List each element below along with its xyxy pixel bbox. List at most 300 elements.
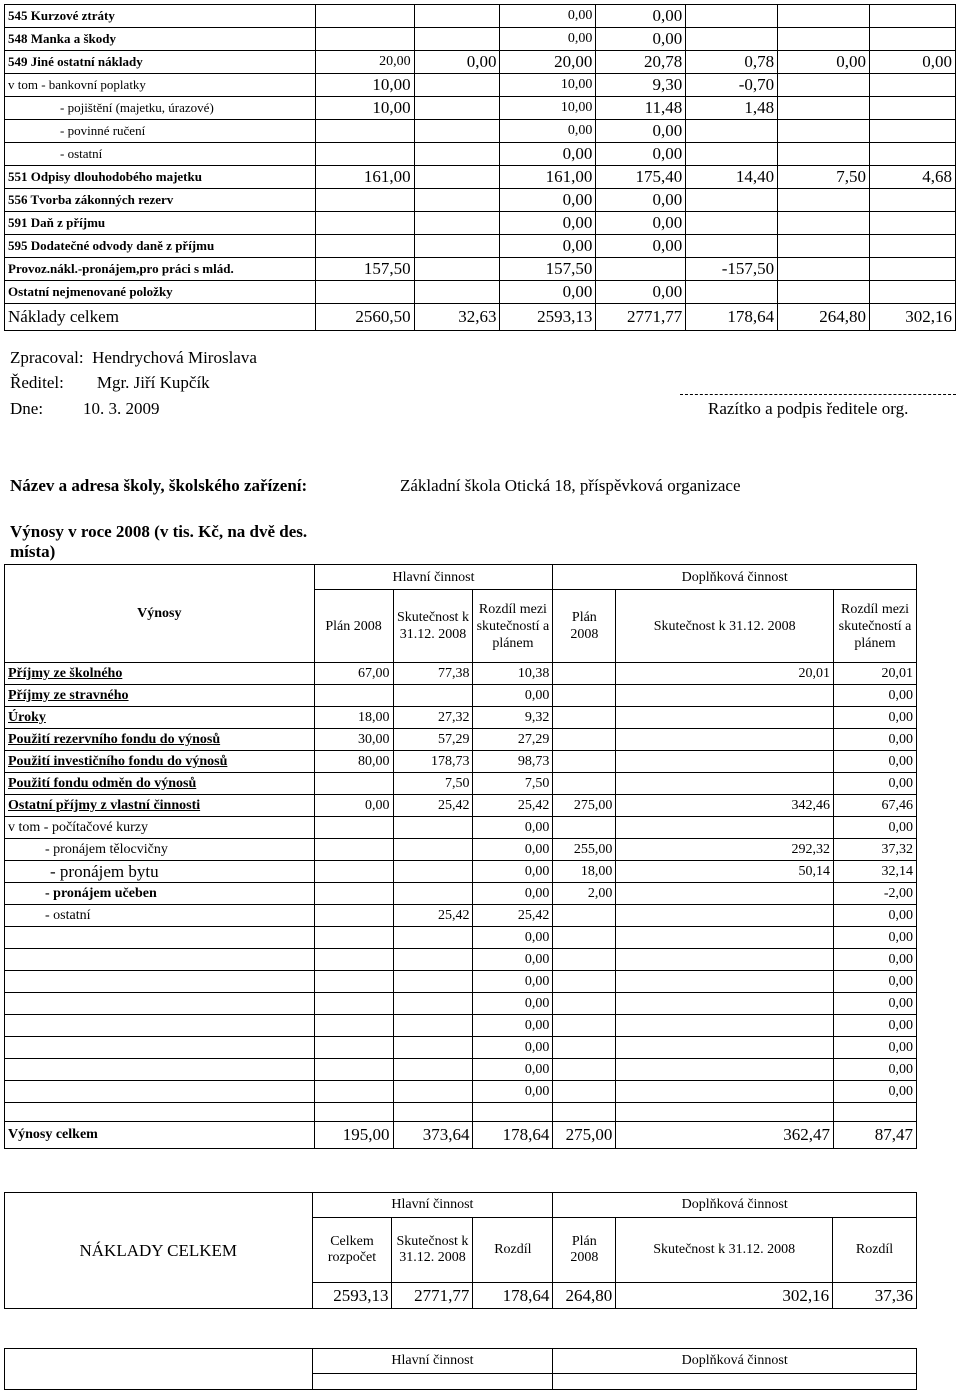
revenue-cell	[616, 751, 834, 773]
revenue-cell	[553, 1015, 616, 1037]
spacer-cell	[553, 1103, 616, 1122]
revenue-header: Výnosy	[5, 565, 315, 663]
revenue-cell	[393, 949, 473, 971]
revenue-cell	[553, 927, 616, 949]
cost-cell	[315, 212, 414, 235]
revenue-cell: 275,00	[553, 795, 616, 817]
cost-cell	[414, 166, 500, 189]
cost-cell: 10,00	[315, 97, 414, 120]
revenue-cell	[553, 905, 616, 927]
revenue-cell: 0,00	[473, 993, 553, 1015]
revenue-cell: 32,14	[834, 861, 917, 883]
revenue-total-cell: 178,64	[473, 1122, 553, 1149]
revenue-cell	[616, 1015, 834, 1037]
cost-summary-value: 264,80	[553, 1283, 616, 1309]
revenue-cell	[314, 949, 393, 971]
revenue-cell: 18,00	[314, 707, 393, 729]
cost-row	[5, 304, 956, 331]
spacer-cell	[314, 1103, 393, 1122]
revenue-total-cell: 362,47	[616, 1122, 834, 1149]
cost-cell	[414, 74, 500, 97]
cost-cell	[315, 189, 414, 212]
revenue-cell: 67,00	[314, 663, 393, 685]
revenue-cell: 292,32	[616, 839, 834, 861]
revenue-cell	[314, 971, 393, 993]
revenue-cell	[616, 1037, 834, 1059]
cost-cell: 0,00	[596, 5, 686, 28]
cost-cell	[686, 212, 778, 235]
revenue-cell	[393, 971, 473, 993]
cost-cell	[870, 189, 956, 212]
revenue-cell	[393, 817, 473, 839]
cost-cell	[870, 5, 956, 28]
revenue-cell	[616, 927, 834, 949]
cost-cell: 32,63	[414, 304, 500, 331]
cost-cell	[778, 281, 870, 304]
cost-cell	[686, 5, 778, 28]
cost-cell	[778, 189, 870, 212]
cost-summary-value: 178,64	[473, 1283, 553, 1309]
revenue-cell	[393, 861, 473, 883]
cost-cell: -157,50	[686, 258, 778, 281]
revenue-cell	[616, 729, 834, 751]
cost-row	[5, 143, 956, 166]
cost-cell: 161,00	[500, 166, 596, 189]
cost-cell: 0,00	[500, 28, 596, 51]
revenue-cell: 30,00	[314, 729, 393, 751]
cost-cell	[414, 235, 500, 258]
cost-cell	[778, 212, 870, 235]
revenue-row-label: Použití rezervního fondu do výnosů	[5, 729, 315, 751]
revenue-cell: 0,00	[834, 817, 917, 839]
cost-row	[5, 120, 956, 143]
revenue-row	[5, 817, 917, 839]
cost-cell: 10,00	[315, 74, 414, 97]
cost-cell	[414, 28, 500, 51]
cost-cell: 0,00	[596, 120, 686, 143]
revenue-cell: 0,00	[834, 1059, 917, 1081]
revenue-cell	[314, 927, 393, 949]
cost-cell: 2593,13	[500, 304, 596, 331]
revenue-cell: 2,00	[553, 883, 616, 905]
revenue-cell	[314, 685, 393, 707]
revenue-row-label	[5, 927, 315, 949]
cost-summary-value: 302,16	[616, 1283, 833, 1309]
revenue-cell: 0,00	[834, 927, 917, 949]
revenue-row	[5, 751, 917, 773]
cost-cell: 7,50	[778, 166, 870, 189]
revenue-cell: 178,73	[393, 751, 473, 773]
cost-cell	[870, 97, 956, 120]
cost-row	[5, 5, 956, 28]
cost-cell	[870, 28, 956, 51]
cost-cell: 178,64	[686, 304, 778, 331]
cost-actual-header: Skutečnost k 31.12. 2008	[392, 1218, 473, 1283]
revenue-row	[5, 773, 917, 795]
revenue-cell	[393, 1015, 473, 1037]
cost-summary-value: 2593,13	[312, 1283, 392, 1309]
diff-header: Rozdíl mezi skutečností a plánem	[473, 590, 553, 663]
revenue-cell	[616, 1059, 834, 1081]
revenue-row	[5, 707, 917, 729]
revenue-cell: 0,00	[834, 971, 917, 993]
signature-line	[680, 394, 956, 395]
revenue-cell	[314, 1015, 393, 1037]
revenue-row-label: Úroky	[5, 707, 315, 729]
revenue-cell: 0,00	[834, 707, 917, 729]
cost-cell	[778, 97, 870, 120]
revenue-cell	[616, 905, 834, 927]
revenue-cell	[553, 729, 616, 751]
cost-cell	[686, 235, 778, 258]
revenue-cell	[616, 817, 834, 839]
cost-row-label: 595 Dodatečné odvody daně z příjmu	[5, 235, 316, 258]
main-activity-header: Hlavní činnost	[314, 565, 553, 590]
cost-row-label: - ostatní	[5, 143, 316, 166]
cost-row-label: - pojištění (majetku, úrazové)	[5, 97, 316, 120]
revenue-row	[5, 949, 917, 971]
revenue-cell: 0,00	[473, 971, 553, 993]
school-name: Základní škola Otická 18, příspěvková organizace	[400, 476, 741, 495]
cost-cell: 0,00	[596, 281, 686, 304]
revenue-cell	[314, 817, 393, 839]
revenue-cell	[553, 707, 616, 729]
revenue-cell: 0,00	[473, 949, 553, 971]
cost-cell	[870, 120, 956, 143]
cost-cell: 157,50	[500, 258, 596, 281]
revenue-cell: 20,01	[616, 663, 834, 685]
plan-header: Plán 2008	[314, 590, 393, 663]
revenue-cell: 25,42	[473, 905, 553, 927]
revenue-row	[5, 883, 917, 905]
revenue-cell	[314, 993, 393, 1015]
revenue-cell: 77,38	[393, 663, 473, 685]
cost-summary-value: 2771,77	[392, 1283, 473, 1309]
cost-cell	[315, 143, 414, 166]
revenue-row-label: Použití fondu odměn do výnosů	[5, 773, 315, 795]
cost-cell: 0,00	[596, 28, 686, 51]
cost-cell: 0,00	[596, 143, 686, 166]
revenue-cell	[616, 971, 834, 993]
revenue-cell	[393, 1037, 473, 1059]
revenue-cell	[314, 1059, 393, 1081]
revenue-cell	[553, 751, 616, 773]
cost-row-label: 549 Jiné ostatní náklady	[5, 51, 316, 74]
last-side-activity: Doplňková činnost	[553, 1349, 917, 1374]
cost-cell	[414, 143, 500, 166]
cost-cell: 0,00	[778, 51, 870, 74]
cost-cell	[686, 28, 778, 51]
cost-cell: 9,30	[596, 74, 686, 97]
revenue-cell: 67,46	[834, 795, 917, 817]
revenue-cell	[616, 773, 834, 795]
revenue-cell	[553, 663, 616, 685]
revenue-row-label: Příjmy ze školného	[5, 663, 315, 685]
cost-row	[5, 28, 956, 51]
revenue-table	[4, 564, 917, 1149]
cost-cell	[414, 97, 500, 120]
cost-cell: 161,00	[315, 166, 414, 189]
revenue-row-label: Použití investičního fondu do výnosů	[5, 751, 315, 773]
revenue-cell: 0,00	[834, 685, 917, 707]
side-diff-header: Rozdíl mezi skutečností a plánem	[834, 590, 917, 663]
cost-cell: 0,00	[500, 235, 596, 258]
revenue-cell: 0,00	[473, 861, 553, 883]
revenue-cell: 50,14	[616, 861, 834, 883]
cost-cell: 10,00	[500, 74, 596, 97]
revenue-cell	[314, 1081, 393, 1103]
revenue-cell: 7,50	[393, 773, 473, 795]
cost-cell	[414, 281, 500, 304]
revenue-row	[5, 993, 917, 1015]
revenue-cell	[393, 1081, 473, 1103]
revenue-cell	[616, 883, 834, 905]
cost-row-label: Ostatní nejmenované položky	[5, 281, 316, 304]
cost-cell	[686, 120, 778, 143]
spacer-cell	[616, 1103, 834, 1122]
cost-summary-table	[4, 1192, 917, 1309]
cost-cell: 302,16	[870, 304, 956, 331]
cost-cell: 20,78	[596, 51, 686, 74]
cost-cell: 2771,77	[596, 304, 686, 331]
cost-row	[5, 189, 956, 212]
revenue-cell: 27,32	[393, 707, 473, 729]
revenue-row	[5, 1037, 917, 1059]
revenue-cell: 0,00	[473, 1081, 553, 1103]
cost-cell	[596, 258, 686, 281]
cost-items-table	[4, 4, 956, 331]
revenue-cell: 0,00	[473, 839, 553, 861]
cost-cell: 14,40	[686, 166, 778, 189]
cost-side-activity: Doplňková činnost	[553, 1193, 917, 1218]
cost-row-label: 556 Tvorba zákonných rezerv	[5, 189, 316, 212]
cost-row	[5, 97, 956, 120]
cost-cell	[870, 143, 956, 166]
revenue-total-label: Výnosy celkem	[5, 1122, 315, 1149]
revenue-cell: 25,42	[393, 795, 473, 817]
cost-cell: 0,00	[500, 281, 596, 304]
cost-row	[5, 258, 956, 281]
revenue-cell	[314, 905, 393, 927]
revenue-cell: 80,00	[314, 751, 393, 773]
revenue-row-label	[5, 1015, 315, 1037]
revenue-cell: 0,00	[473, 685, 553, 707]
revenue-cell	[553, 685, 616, 707]
cost-row	[5, 166, 956, 189]
revenue-cell: 0,00	[834, 751, 917, 773]
cost-cell	[315, 28, 414, 51]
revenue-cell	[393, 1059, 473, 1081]
spacer-cell	[473, 1103, 553, 1122]
revenue-cell	[553, 817, 616, 839]
actual-header: Skutečnost k 31.12. 2008	[393, 590, 473, 663]
cost-cell: 264,80	[778, 304, 870, 331]
cost-cell	[414, 120, 500, 143]
revenue-cell: 0,00	[473, 883, 553, 905]
cost-row	[5, 74, 956, 97]
revenue-row	[5, 1081, 917, 1103]
cost-cell	[414, 258, 500, 281]
revenue-cell	[616, 993, 834, 1015]
revenue-total-row	[5, 1122, 917, 1149]
cost-row-label: 545 Kurzové ztráty	[5, 5, 316, 28]
revenue-row	[5, 795, 917, 817]
revenue-cell: 0,00	[834, 1015, 917, 1037]
cost-cell: 0,00	[414, 51, 500, 74]
revenue-cell: 7,50	[473, 773, 553, 795]
cost-cell	[870, 281, 956, 304]
side-actual-header: Skutečnost k 31.12. 2008	[616, 590, 834, 663]
revenue-cell: 0,00	[473, 1059, 553, 1081]
revenue-cell: 0,00	[473, 1037, 553, 1059]
cost-row-label: 551 Odpisy dlouhodobého majetku	[5, 166, 316, 189]
revenue-cell: 0,00	[314, 795, 393, 817]
cost-cell	[778, 235, 870, 258]
revenue-row-label: - pronájem učeben	[5, 883, 315, 905]
revenue-cell	[616, 707, 834, 729]
date: Dne: 10. 3. 2009	[10, 399, 160, 418]
cost-row-label: Provoz.nákl.-pronájem,pro práci s mlád.	[5, 258, 316, 281]
revenue-spacer-row	[5, 1103, 917, 1122]
cost-cell: 20,00	[315, 51, 414, 74]
cost-cell: 0,00	[500, 5, 596, 28]
revenue-total-cell: 373,64	[393, 1122, 473, 1149]
cost-cell: 20,00	[500, 51, 596, 74]
revenue-cell: 98,73	[473, 751, 553, 773]
revenue-cell	[314, 839, 393, 861]
revenue-cell: 0,00	[834, 773, 917, 795]
revenue-cell	[553, 1059, 616, 1081]
cost-summary-title: NÁKLADY CELKEM	[5, 1193, 313, 1309]
cost-budget-header: Celkem rozpočet	[312, 1218, 392, 1283]
cost-row	[5, 51, 956, 74]
revenue-cell: 25,42	[473, 795, 553, 817]
cost-cell: -0,70	[686, 74, 778, 97]
revenue-row-label: Ostatní příjmy z vlastní činnosti	[5, 795, 315, 817]
side-activity-header: Doplňková činnost	[553, 565, 917, 590]
revenue-cell: 0,00	[834, 729, 917, 751]
revenue-row-label	[5, 993, 315, 1015]
cost-cell: 11,48	[596, 97, 686, 120]
revenue-cell	[393, 993, 473, 1015]
revenue-cell: 0,00	[834, 949, 917, 971]
cost-row-label: 548 Manka a škody	[5, 28, 316, 51]
cost-cell	[315, 120, 414, 143]
prepared-by: Zpracoval: Hendrychová Miroslava	[10, 348, 257, 367]
side-plan-header: Plán 2008	[553, 590, 616, 663]
cost-summary-value: 37,36	[833, 1283, 917, 1309]
cost-cell	[778, 143, 870, 166]
cost-cell	[414, 212, 500, 235]
revenue-row	[5, 663, 917, 685]
revenue-row	[5, 839, 917, 861]
revenue-cell: 10,38	[473, 663, 553, 685]
revenue-cell: 255,00	[553, 839, 616, 861]
revenue-row-label	[5, 949, 315, 971]
revenue-cell: -2,00	[834, 883, 917, 905]
cost-cell: 0,78	[686, 51, 778, 74]
cost-cell	[315, 281, 414, 304]
cost-cell: 175,40	[596, 166, 686, 189]
spacer-cell	[834, 1103, 917, 1122]
cost-row	[5, 235, 956, 258]
cost-cell	[870, 74, 956, 97]
cost-cell	[778, 5, 870, 28]
revenue-cell	[553, 1037, 616, 1059]
revenue-row	[5, 861, 917, 883]
cost-cell: 0,00	[500, 189, 596, 212]
cost-side-diff-header: Rozdíl	[833, 1218, 917, 1283]
cost-row-label: Náklady celkem	[5, 304, 316, 331]
revenue-cell	[314, 883, 393, 905]
revenue-cell	[553, 773, 616, 795]
cost-row-label: v tom - bankovní poplatky	[5, 74, 316, 97]
revenue-row-label	[5, 1059, 315, 1081]
revenue-row	[5, 1015, 917, 1037]
director: Ředitel: Mgr. Jiří Kupčík	[10, 373, 210, 392]
cost-cell: 0,00	[500, 120, 596, 143]
cost-cell: 10,00	[500, 97, 596, 120]
cost-cell: 4,68	[870, 166, 956, 189]
revenue-cell: 18,00	[553, 861, 616, 883]
revenue-cell	[616, 685, 834, 707]
revenue-cell: 57,29	[393, 729, 473, 751]
cost-cell	[778, 120, 870, 143]
cost-cell	[315, 5, 414, 28]
cost-cell: 0,00	[596, 235, 686, 258]
revenue-row-label: - pronájem tělocvičny	[5, 839, 315, 861]
revenue-row-label: - pronájem bytu	[5, 861, 315, 883]
cost-row	[5, 281, 956, 304]
cost-side-actual-header: Skutečnost k 31.12. 2008	[616, 1218, 833, 1283]
cost-cell	[686, 189, 778, 212]
revenue-cell: 9,32	[473, 707, 553, 729]
cost-cell	[778, 74, 870, 97]
revenue-cell	[314, 1037, 393, 1059]
revenue-row-label: - ostatní	[5, 905, 315, 927]
revenue-cell: 0,00	[473, 817, 553, 839]
cost-cell: 0,00	[500, 143, 596, 166]
revenue-cell: 0,00	[834, 905, 917, 927]
cost-cell: 0,00	[596, 212, 686, 235]
cost-cell	[315, 235, 414, 258]
revenue-cell: 0,00	[834, 1081, 917, 1103]
revenue-cell	[616, 949, 834, 971]
spacer-cell	[5, 1103, 315, 1122]
revenue-row	[5, 927, 917, 949]
revenue-row-label: v tom - počítačové kurzy	[5, 817, 315, 839]
revenue-cell: 0,00	[834, 1037, 917, 1059]
revenue-row	[5, 971, 917, 993]
revenue-cell	[393, 685, 473, 707]
revenue-cell	[553, 993, 616, 1015]
school-label: Název a adresa školy, školského zařízení:	[10, 476, 308, 495]
last-table	[4, 1348, 917, 1390]
revenue-title: Výnosy v roce 2008 (v tis. Kč, na dvě des.	[10, 522, 308, 541]
cost-cell	[870, 212, 956, 235]
revenue-total-cell: 87,47	[834, 1122, 917, 1149]
revenue-cell	[553, 971, 616, 993]
revenue-cell: 25,42	[393, 905, 473, 927]
revenue-cell: 37,32	[834, 839, 917, 861]
cost-main-activity: Hlavní činnost	[312, 1193, 553, 1218]
revenue-title-2: místa)	[10, 542, 56, 561]
revenue-row-label	[5, 971, 315, 993]
cost-plan-header: Plán 2008	[553, 1218, 616, 1283]
revenue-cell	[553, 1081, 616, 1103]
cost-row-label: - povinné ručení	[5, 120, 316, 143]
revenue-cell: 342,46	[616, 795, 834, 817]
